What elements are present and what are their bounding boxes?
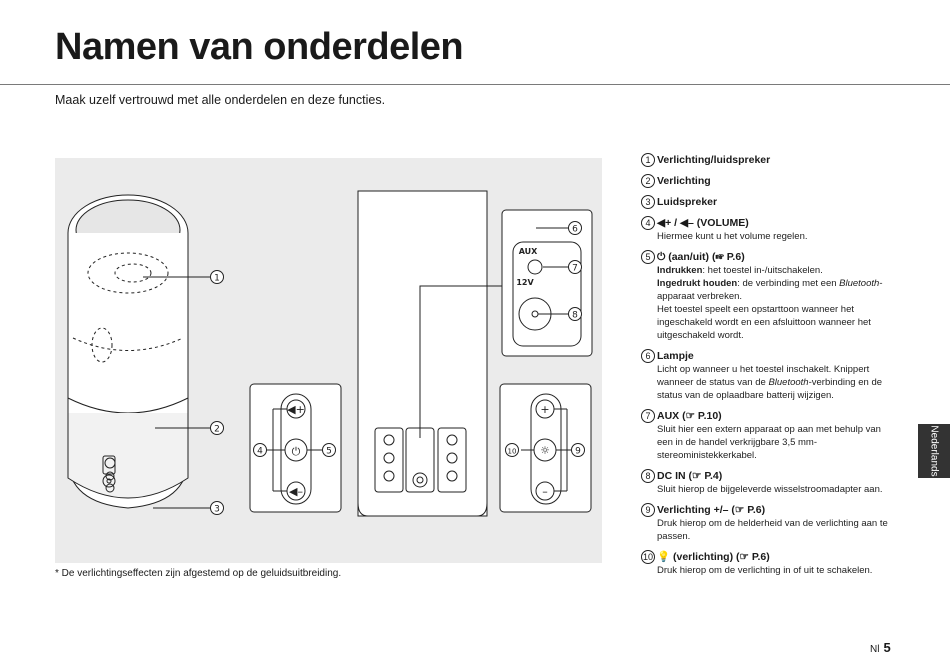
part-heading: ◀+ / ◀– (VOLUME) — [657, 217, 749, 229]
svg-text:10: 10 — [507, 447, 517, 456]
part-description: Licht op wanneer u het toestel inschakelt. Knippert wanneer de status van de Bluetooth-verbinding en de status van de oplaadbare batterij wijzigen. — [657, 364, 883, 401]
svg-text:+: + — [540, 403, 550, 416]
part-number: 9 — [641, 503, 655, 517]
part-heading: Verlichting/luidspreker — [657, 154, 771, 166]
speaker-illustration — [55, 158, 602, 563]
part-item — [641, 195, 891, 209]
svg-text:8: 8 — [572, 310, 578, 321]
part-number: 3 — [641, 195, 655, 209]
svg-text:2: 2 — [214, 424, 220, 435]
language-tab-label: Nederlands — [928, 425, 940, 477]
part-number: 4 — [641, 216, 655, 230]
part-item — [641, 349, 891, 402]
part-heading: ⏻ (aan/uit) (☞ P.6) — [657, 251, 745, 263]
svg-text:◀–: ◀– — [289, 485, 303, 498]
part-heading: Lampje — [657, 350, 694, 362]
part-number: 6 — [641, 349, 655, 363]
part-item — [641, 469, 891, 496]
part-heading: DC IN (☞ P.4) — [657, 470, 723, 482]
part-item — [641, 153, 891, 167]
svg-text:1: 1 — [214, 273, 220, 284]
part-item — [641, 550, 891, 577]
part-heading: 💡 (verlichting) (☞ P.6) — [657, 551, 770, 563]
intro-text: Maak uzelf vertrouwd met alle onderdelen en deze functies. — [55, 93, 386, 107]
part-description: Sluit hier een extern apparaat op aan met behulp van een in de handel verkrijgbare 3,5 mm-stereoministekkerkabel. — [657, 424, 881, 461]
title-rule — [0, 84, 950, 85]
part-item — [641, 409, 891, 462]
part-description: Druk hierop om de helderheid van de verlichting aan te passen. — [657, 518, 888, 542]
part-heading: Luidspreker — [657, 196, 718, 208]
svg-text:AUX: AUX — [518, 247, 538, 256]
language-tab — [918, 424, 950, 478]
part-number: 1 — [641, 153, 655, 167]
footnote: * De verlichtingseffecten zijn afgestemd op de geluidsuitbreiding. — [55, 568, 342, 579]
parts-list — [641, 153, 891, 584]
svg-text:6: 6 — [572, 224, 578, 235]
part-description: Druk hierop om de verlichting in of uit te schakelen. — [657, 565, 873, 576]
part-heading: Verlichting +/– (☞ P.6) — [657, 504, 766, 516]
svg-text:☼: ☼ — [540, 444, 550, 457]
svg-text:⏻: ⏻ — [291, 445, 301, 458]
part-description: Het toestel speelt een opstarttoon wanneer het ingeschakeld wordt en een afsluittoon wanneer het uitgeschakeld wordt. — [657, 304, 871, 341]
svg-text:◀+: ◀+ — [287, 403, 305, 416]
part-number: 2 — [641, 174, 655, 188]
page-title: Namen van onderdelen — [55, 26, 464, 68]
part-description: Sluit hierop de bijgeleverde wisselstroomadapter aan. — [657, 484, 883, 495]
svg-text:12V: 12V — [516, 278, 534, 287]
part-description: Ingedrukt houden: de verbinding met een Bluetooth-apparaat verbreken. — [657, 278, 883, 302]
svg-text:4: 4 — [257, 446, 263, 457]
part-heading: AUX (☞ P.10) — [657, 410, 722, 422]
speaker-drawing — [55, 158, 602, 563]
part-heading: Verlichting — [657, 175, 711, 187]
svg-text:9: 9 — [575, 446, 581, 457]
page-prefix: Nl — [870, 644, 880, 655]
part-description: Hiermee kunt u het volume regelen. — [657, 231, 808, 242]
part-description: Indrukken: het toestel in-/uitschakelen. — [657, 265, 823, 276]
page-number-value: 5 — [883, 640, 891, 655]
svg-text:5: 5 — [326, 446, 332, 457]
part-item — [641, 250, 891, 342]
page-number — [870, 640, 891, 655]
part-number: 8 — [641, 469, 655, 483]
part-item — [641, 503, 891, 543]
part-number: 7 — [641, 409, 655, 423]
part-item — [641, 216, 891, 243]
part-item — [641, 174, 891, 188]
part-number: 10 — [642, 552, 653, 562]
svg-text:3: 3 — [214, 504, 220, 515]
svg-text:–: – — [542, 485, 548, 498]
svg-text:7: 7 — [572, 263, 578, 274]
part-number: 5 — [641, 250, 655, 264]
